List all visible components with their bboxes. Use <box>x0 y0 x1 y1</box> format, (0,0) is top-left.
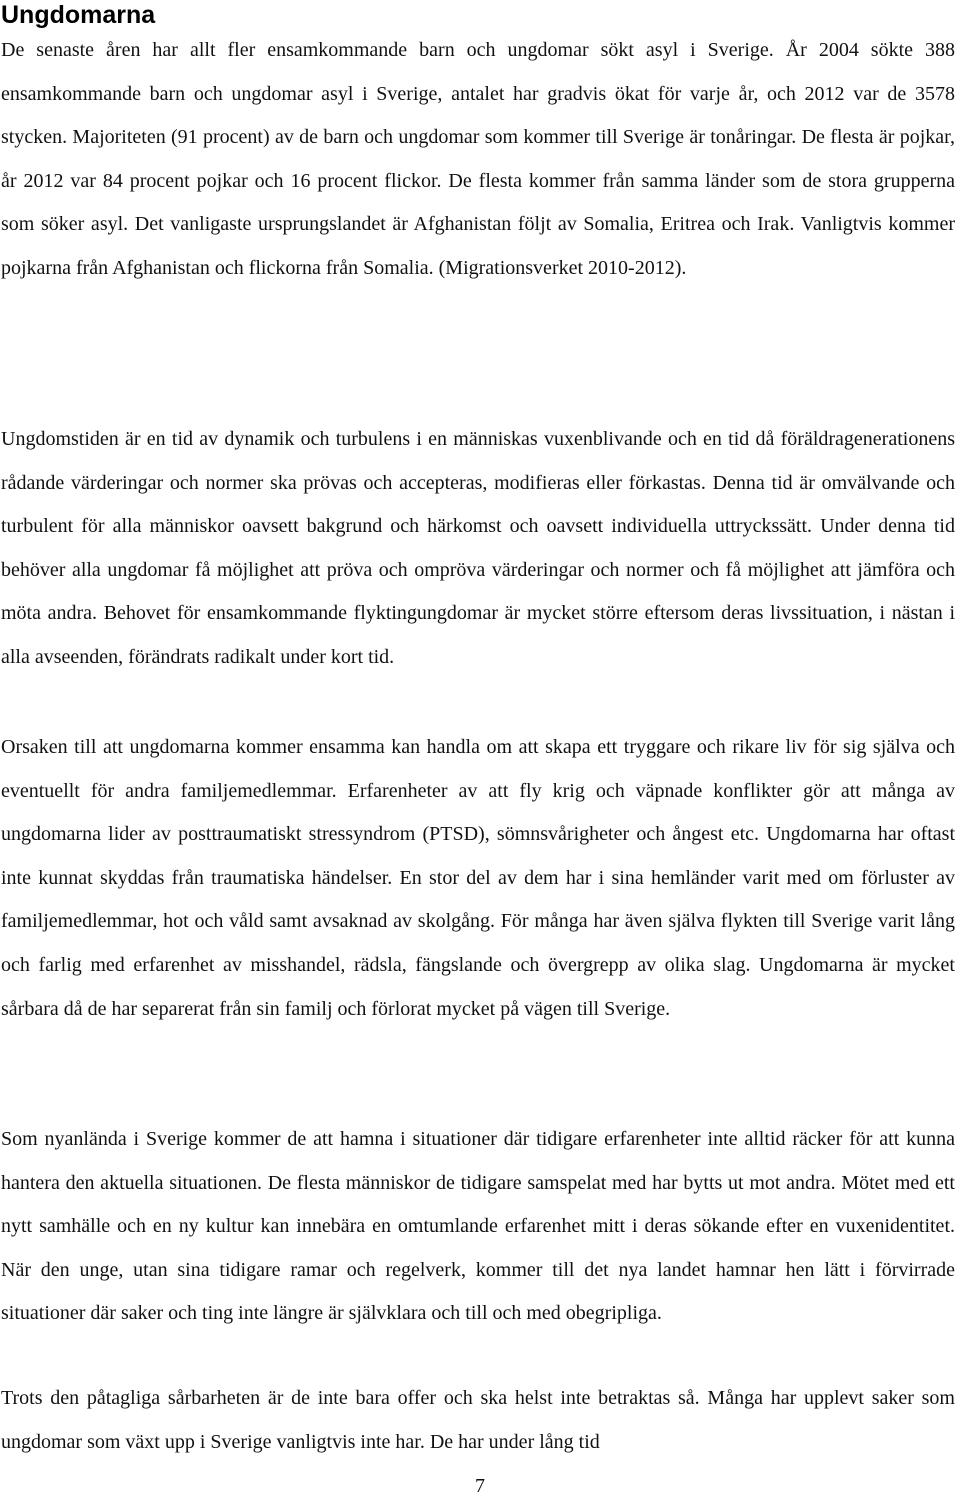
paragraph-newly-arrived: Som nyanlända i Sverige kommer de att hamna i situationer där tidigare erfarenheter inte alltid räcker för att kunna hantera den aktuella situationen. De flesta människor de tidigare samspelat med har bytts ut mot andra. Mötet med ett nytt samhälle och en ny kultur kan innebära en omtumlande erfarenhet mitt i deras sökande efter en vuxenidentitet. När den unge, utan sina tidigare ramar och regelverk, kommer till det nya landet hamnar hen lätt i förvirrade situationer där saker och ting inte längre är självklara och till och med obegripliga. <box>1 1128 955 1325</box>
paragraph-reasons-trauma: Orsaken till att ungdomarna kommer ensamma kan handla om att skapa ett tryggare och rikare liv för sig själva och eventuellt för andra familjemedlemmar. Erfarenheter av att fly krig och väpnade konflikter gör att många av ungdomarna lider av posttraumatiskt stressyndrom (PTSD), sömnsvårigheter och ångest etc. Ungdomarna har oftast inte kunnat skyddas från traumatiska händelser. En stor del av dem har i sina hemländer varit med om förluster av familjemedlemmar, hot och våld samt avsaknad av skolgång. För många har även själva flykten till Sverige varit lång och farlig med erfarenhet av misshandel, rädsla, fängslande och övergrepp av olika slag. Ungdomarna är mycket sårbara då de har separerat från sin familj och förlorat mycket på vägen till Sverige. <box>1 736 955 1020</box>
section-heading: Ungdomarna <box>1 1 156 29</box>
paragraph-youth-period: Ungdomstiden är en tid av dynamik och turbulens i en människas vuxenblivande och en tid då föräldragenerationens rådande värderingar och normer ska prövas och accepteras, modifieras eller förkastas. Denna tid är omvälvande och turbulent för alla människor oavsett bakgrund och härkomst och oavsett individuella uttryckssätt. Under denna tid behöver alla ungdomar få möjlighet att pröva och ompröva värderingar och normer och få möjlighet att jämföra och möta andra. Behovet för ensamkommande flyktingungdomar är mycket större eftersom deras livssituation, i nästan i alla avseenden, förändrats radikalt under kort tid. <box>1 428 955 668</box>
paragraph-not-only-victims: Trots den påtagliga sårbarheten är de inte bara offer och ska helst inte betraktas så. Många har upplevt saker som ungdomar som växt upp i Sverige vanligtvis inte har. De har under lång tid <box>1 1387 955 1453</box>
page-number: 7 <box>475 1475 485 1497</box>
paragraph-asylum-statistics: De senaste åren har allt fler ensamkommande barn och ungdomar sökt asyl i Sverige. År 2004 sökte 388 ensamkommande barn och ungdomar asyl i Sverige, antalet har gradvis ökat för varje år, och 2012 var de 3578 stycken. Majoriteten (91 procent) av de barn och ungdomar som kommer till Sverige är tonåringar. De flesta är pojkar, år 2012 var 84 procent pojkar och 16 procent flickor. De flesta kommer från samma länder som de stora grupperna som söker asyl. Det vanligaste ursprungslandet är Afghanistan följt av Somalia, Eritrea och Irak. Vanligtvis kommer pojkarna från Afghanistan och flickorna från Somalia. (Migrationsverket 2010-2012). <box>1 39 955 279</box>
